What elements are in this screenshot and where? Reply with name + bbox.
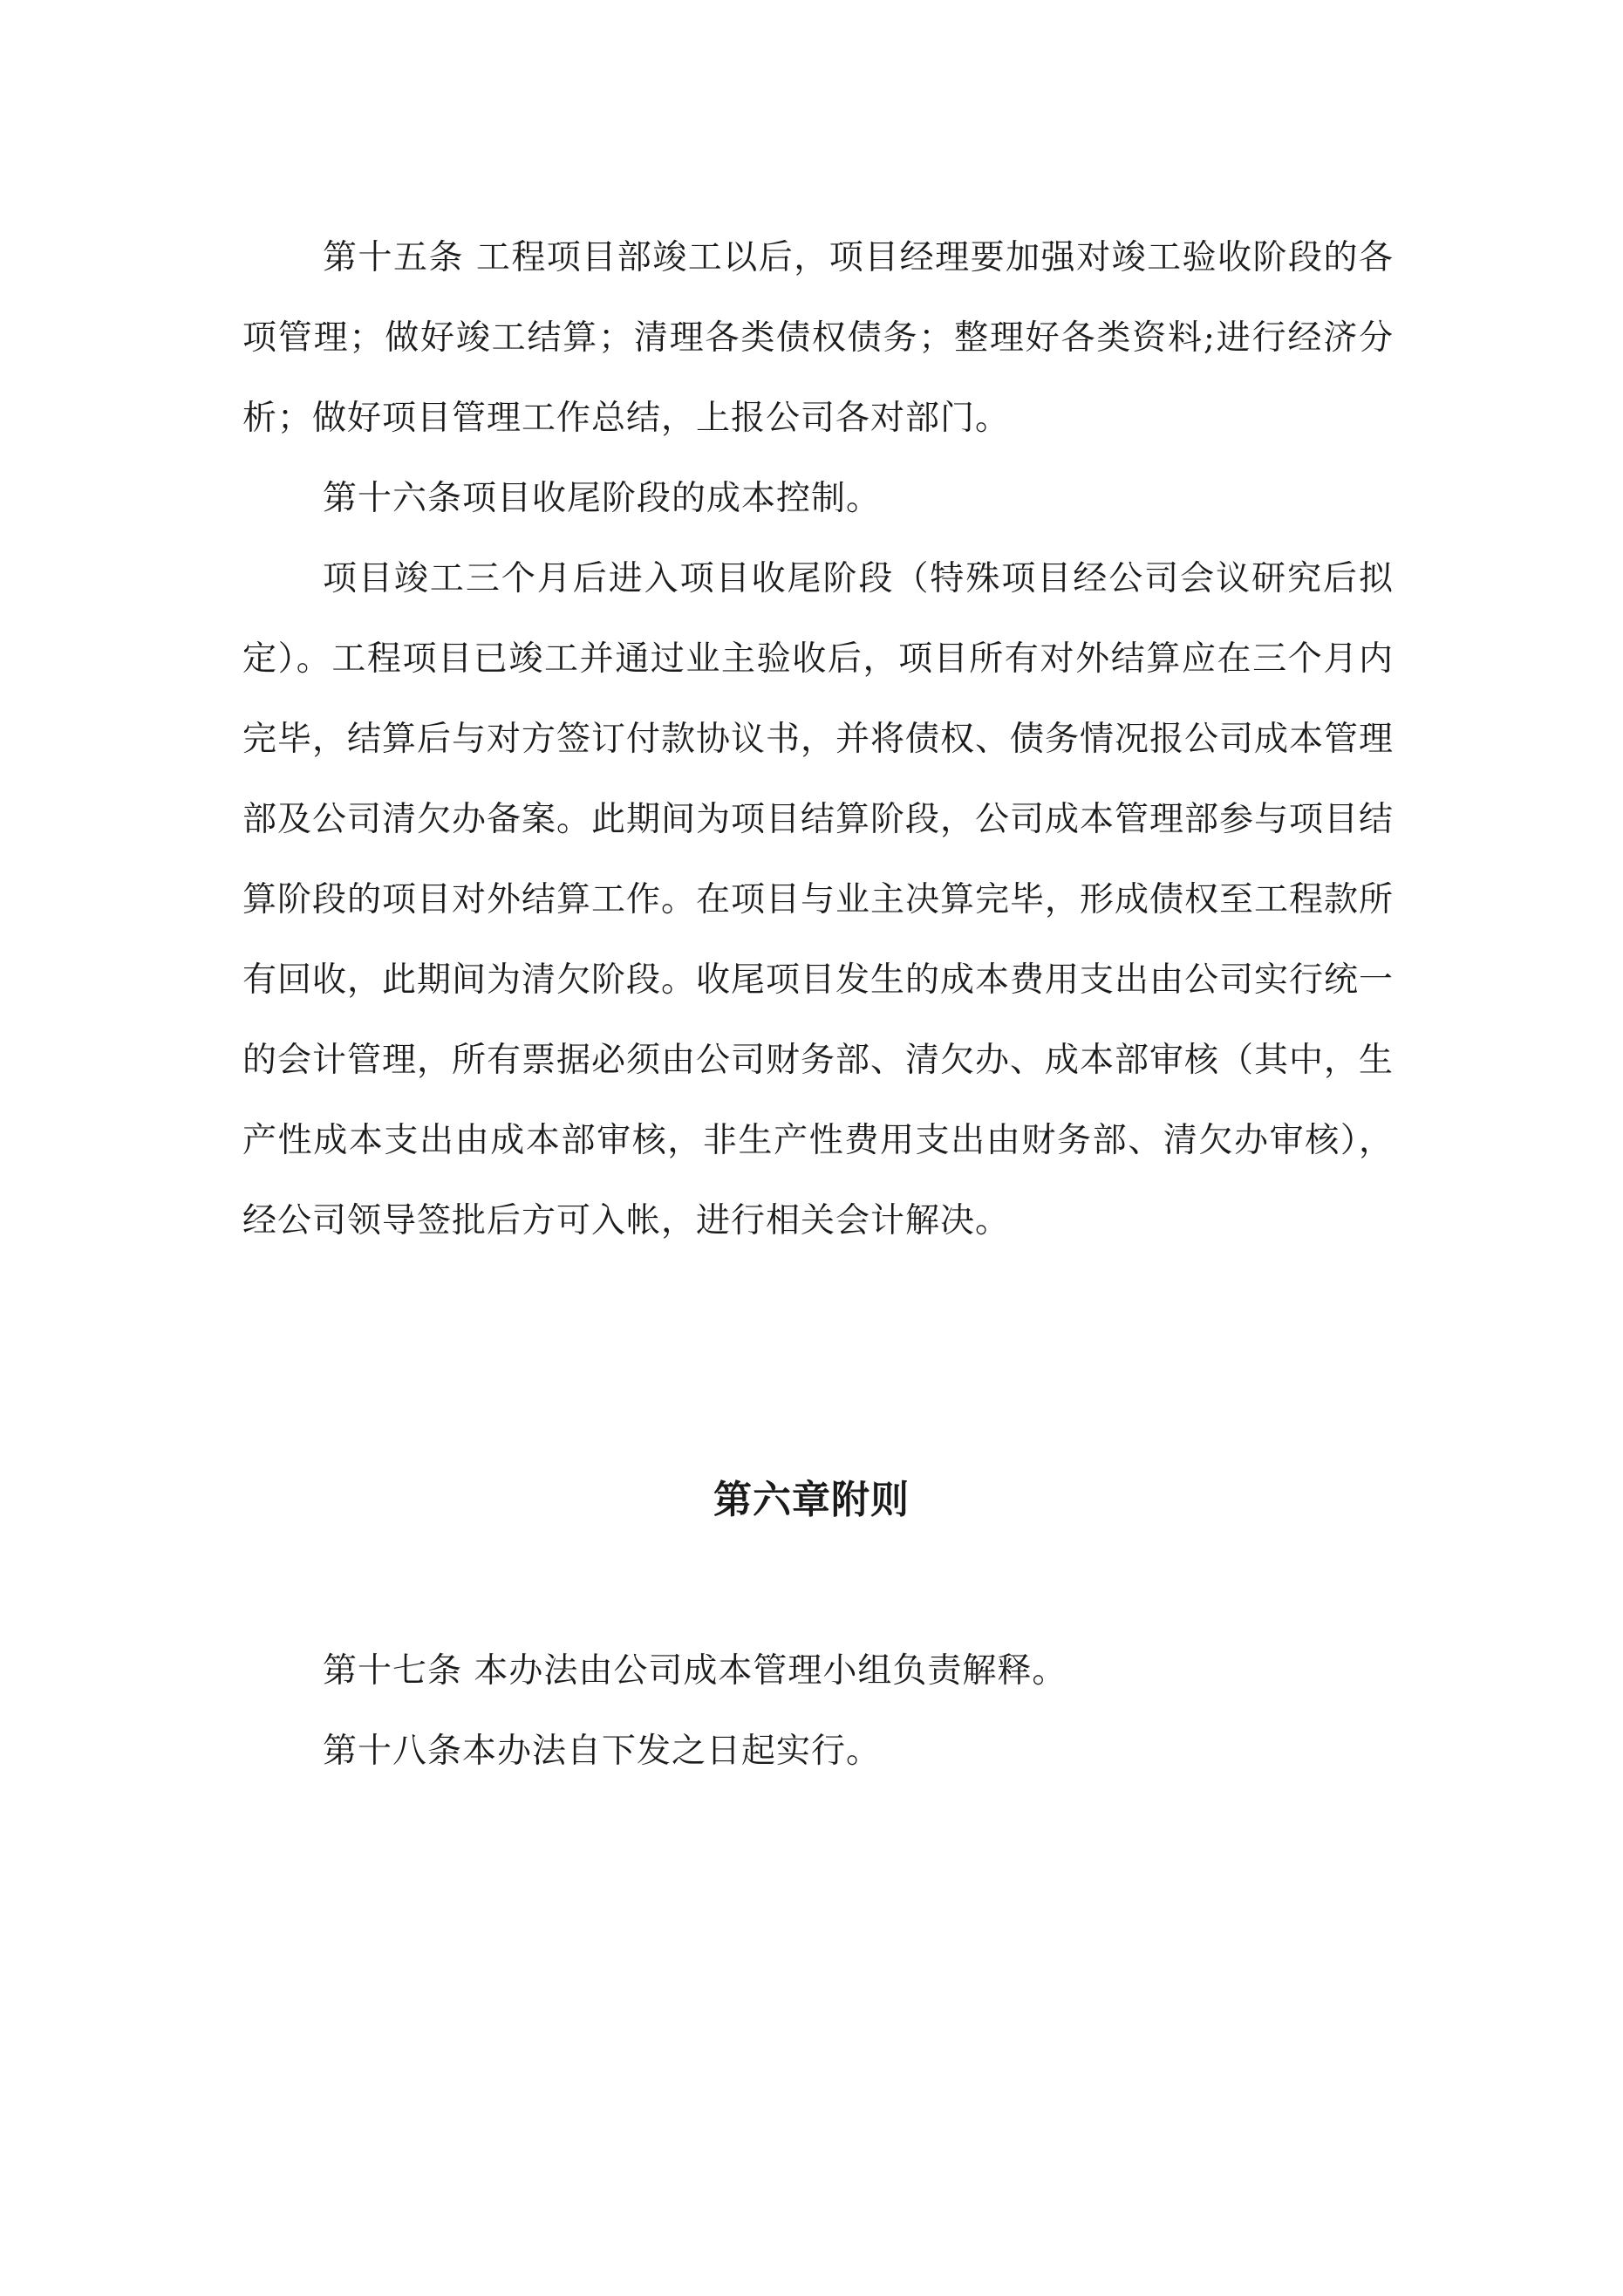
article-17-paragraph: 第十七条 本办法由公司成本管理小组负责解释。 [323,1651,1067,1691]
article-16-heading: 第十六条项目收尾阶段的成本控制。 [323,479,882,518]
closing-articles [242,1631,1394,1792]
body-text [242,218,1394,1261]
article-18-paragraph: 第十八条本办法自下发之日起实行。 [323,1732,882,1771]
article-15-paragraph: 第十五条 工程项目部竣工以后，项目经理要加强对竣工验收阶段的各项管理；做好竣工结算；清理各类债权债务；整理好各类资料;进行经济分析；做好项目管理工作总结，上报公司各对部门。 [242,238,1394,438]
chapter-title: 第六章附则 [713,1478,910,1522]
article-16-paragraph: 项目竣工三个月后进入项目收尾阶段（特殊项目经公司会议研究后拟定）。工程项目已竣工并通过业主验收后，项目所有对外结算应在三个月内完毕，结算后与对方签订付款协议书，并将债权、债务情况报公司成本管理部及公司清欠办备案。此期间为项目结算阶段，公司成本管理部参与项目结算阶段的项目对外结算工作。在项目与业主决算完毕，形成债权至工程款所有回收，此期间为清欠阶段。收尾项目发生的成本费用支出由公司实行统一的会计管理，所有票据必须由公司财务部、清欠办、成本部审核（其中，生产性成本支出由成本部审核，非生产性费用支出由财务部、清欠办审核），经公司领导签批后方可入帐，进行相关会计解决。 [242,559,1395,1240]
